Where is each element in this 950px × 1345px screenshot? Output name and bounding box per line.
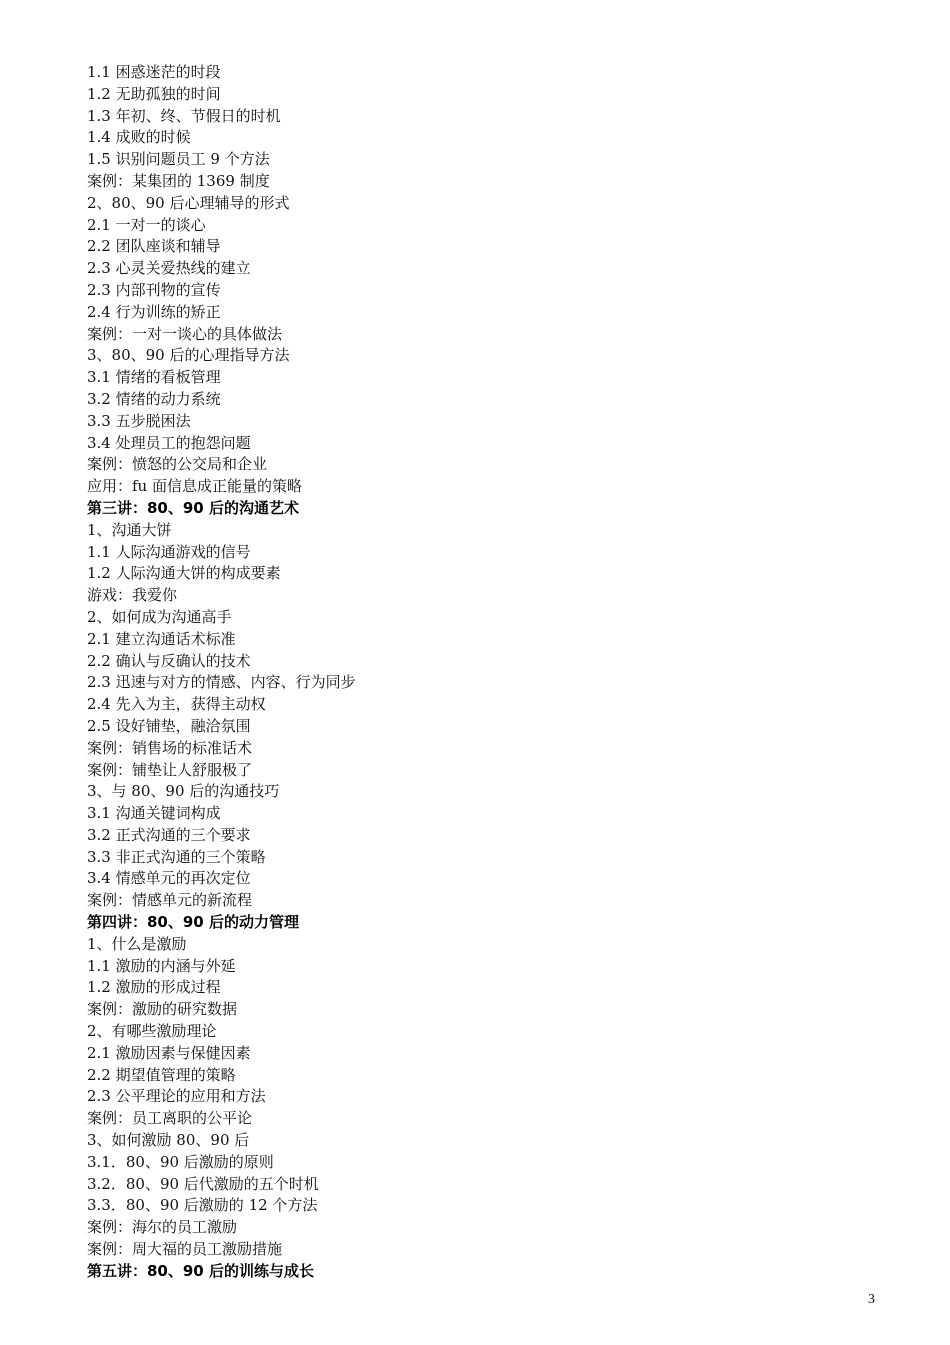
outline-item: 3.4 处理员工的抱怨问题 (87, 433, 251, 452)
outline-item: 3.2 情绪的动力系统 (87, 389, 221, 408)
outline-item: 2.3 心灵关爱热线的建立 (87, 259, 251, 278)
outline-item: 案例：海尔的员工激励 (87, 1218, 238, 1237)
outline-item: 2.4 先入为主，获得主动权 (87, 695, 266, 714)
outline-item: 2.1 一对一的谈心 (87, 215, 206, 234)
outline-item: 案例：激励的研究数据 (87, 1000, 238, 1019)
outline-item: 2.5 设好铺垫，融洽氛围 (87, 716, 251, 735)
outline-item: 3.1 情绪的看板管理 (87, 368, 221, 387)
outline-item: 3.2 正式沟通的三个要求 (87, 825, 251, 844)
outline-item: 2.3 迅速与对方的情感、内容、行为同步 (87, 673, 356, 692)
outline-item: 1.4 成败的时候 (87, 128, 191, 147)
outline-item: 1.2 人际沟通大饼的构成要素 (87, 564, 281, 583)
outline-item: 1、沟通大饼 (87, 520, 172, 539)
outline-item: 案例：周大福的员工激励措施 (87, 1240, 283, 1259)
outline-item: 2.2 团队座谈和辅导 (87, 237, 221, 256)
outline-item: 3.1．80、90 后激励的原则 (87, 1152, 274, 1171)
outline-item: 1.2 无助孤独的时间 (87, 84, 221, 103)
outline-item: 应用：fu 面信息成正能量的策略 (87, 477, 302, 496)
outline-item: 1.2 激励的形成过程 (87, 978, 221, 997)
outline-item: 案例：铺垫让人舒服极了 (87, 760, 253, 779)
outline-item: 1.5 识别问题员工 9 个方法 (87, 150, 270, 169)
section-heading: 第三讲：80、90 后的沟通艺术 (87, 498, 299, 517)
outline-item: 游戏：我爱你 (87, 586, 178, 605)
outline-item: 3、与 80、90 后的沟通技巧 (87, 782, 280, 801)
outline-item: 案例：情感单元的新流程 (87, 891, 253, 910)
outline-item: 1.1 困惑迷茫的时段 (87, 63, 221, 81)
outline-item: 3、80、90 后的心理指导方法 (87, 346, 290, 365)
outline-item: 1、什么是激励 (87, 934, 187, 953)
outline-list (87, 62, 867, 1283)
outline-item: 2.2 期望值管理的策略 (87, 1065, 236, 1084)
outline-item: 案例：某集团的 1369 制度 (87, 171, 270, 190)
outline-item: 3、如何激励 80、90 后 (87, 1131, 250, 1150)
outline-item: 3.1 沟通关键词构成 (87, 804, 221, 823)
outline-item: 2.1 激励因素与保健因素 (87, 1043, 251, 1062)
outline-item: 2、80、90 后心理辅导的形式 (87, 193, 290, 212)
outline-item: 3.2．80、90 后代激励的五个时机 (87, 1174, 319, 1193)
section-heading: 第四讲：80、90 后的动力管理 (87, 913, 299, 932)
outline-item: 1.1 激励的内涵与外延 (87, 956, 236, 975)
outline-item: 2.2 确认与反确认的技术 (87, 651, 251, 670)
page-number: 3 (868, 1292, 875, 1307)
outline-item: 案例：愤怒的公交局和企业 (87, 455, 268, 474)
outline-item: 案例：销售场的标准话术 (87, 738, 253, 757)
outline-item: 3.3 五步脱困法 (87, 411, 191, 430)
outline-item: 2.3 内部刊物的宣传 (87, 280, 221, 299)
outline-item: 1.1 人际沟通游戏的信号 (87, 542, 251, 561)
outline-item: 3.3．80、90 后激励的 12 个方法 (87, 1196, 318, 1215)
outline-item: 1.3 年初、终、节假日的时机 (87, 106, 281, 125)
outline-item: 案例：一对一谈心的具体做法 (87, 324, 283, 343)
outline-item: 3.3 非正式沟通的三个策略 (87, 847, 266, 866)
outline-item: 2.4 行为训练的矫正 (87, 302, 221, 321)
section-heading: 第五讲：80、90 后的训练与成长 (87, 1261, 314, 1280)
outline-item: 2.3 公平理论的应用和方法 (87, 1087, 266, 1106)
outline-item: 3.4 情感单元的再次定位 (87, 869, 251, 888)
outline-item: 2、有哪些激励理论 (87, 1022, 217, 1041)
outline-item: 2、如何成为沟通高手 (87, 607, 232, 626)
outline-item: 2.1 建立沟通话术标准 (87, 629, 236, 648)
outline-item: 案例：员工离职的公平论 (87, 1109, 253, 1128)
